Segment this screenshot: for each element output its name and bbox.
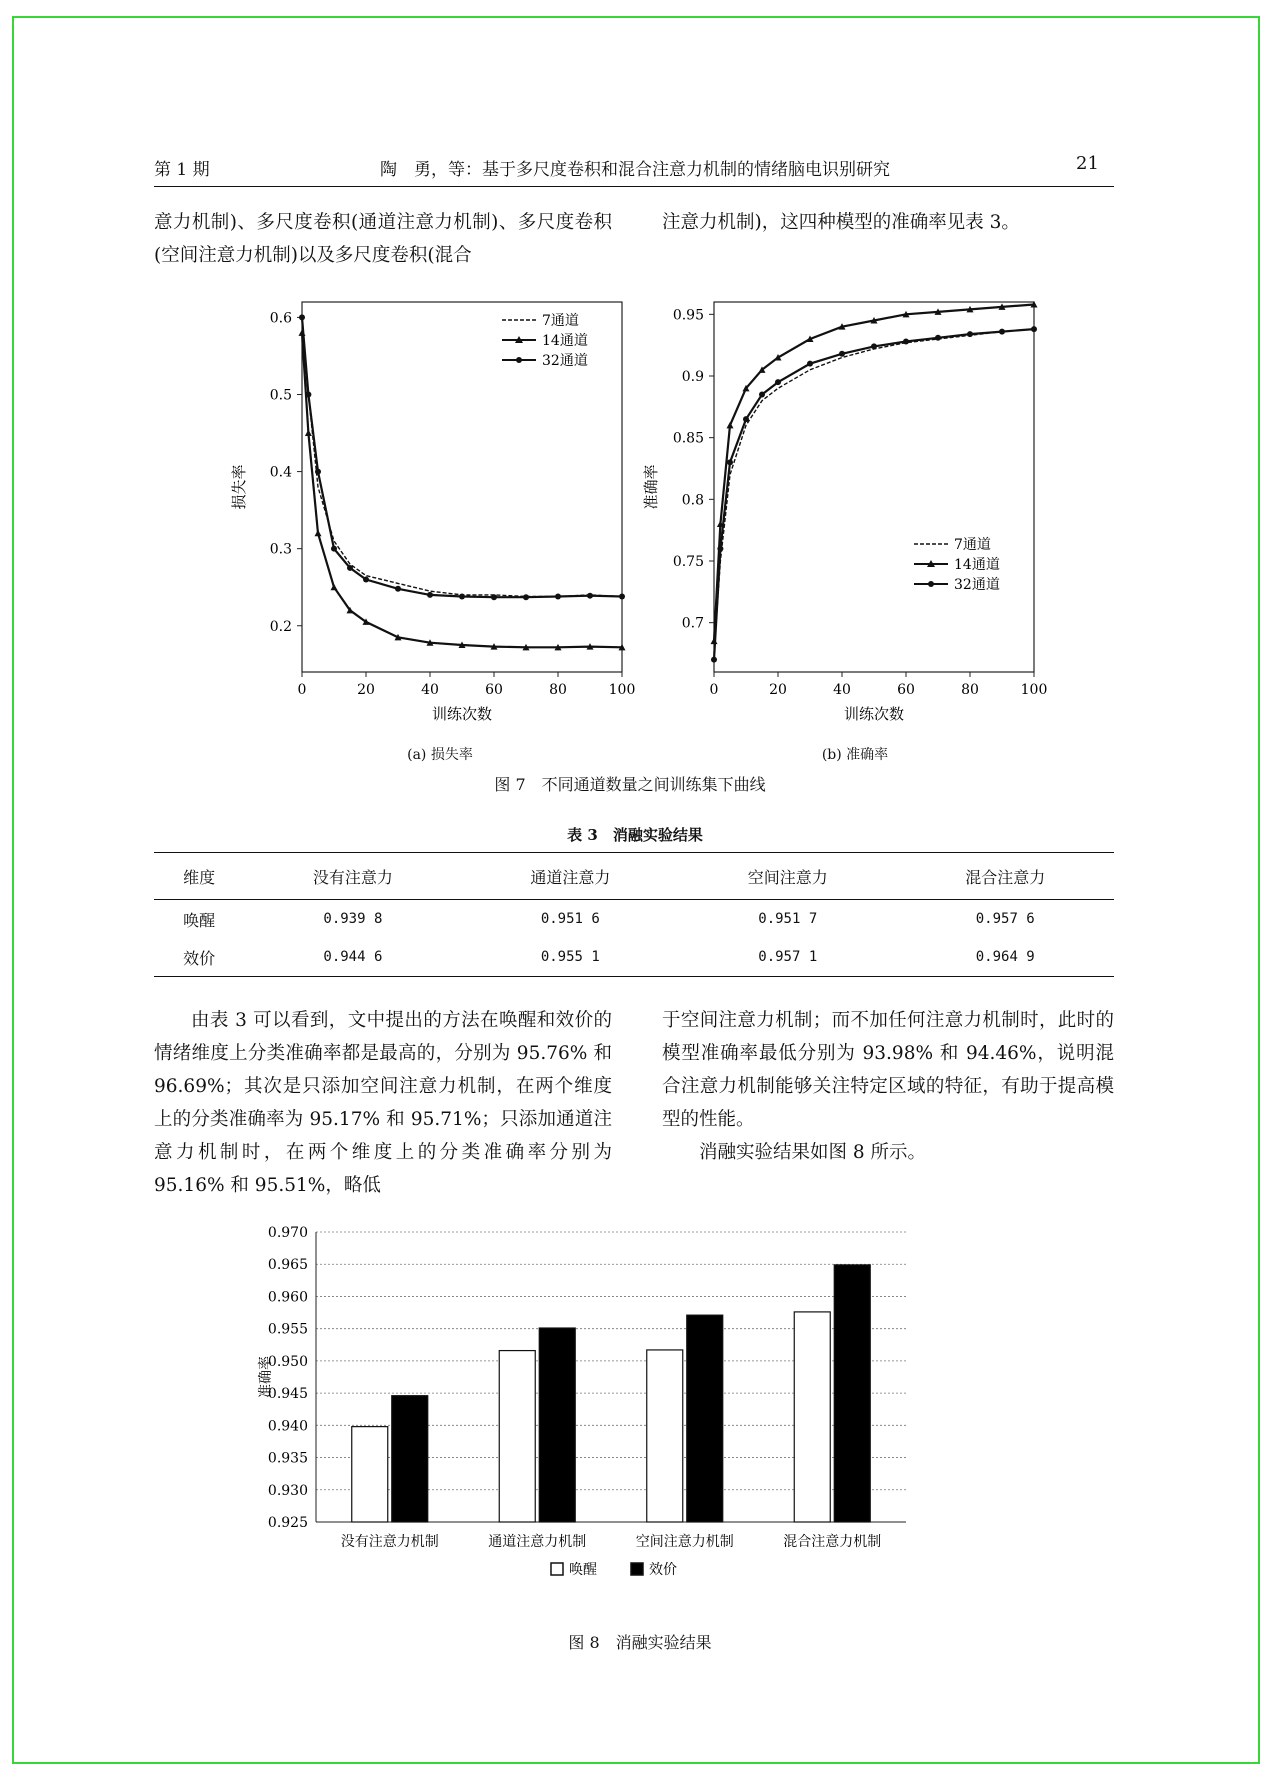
data-point xyxy=(967,331,973,337)
y-tick-label: 0.925 xyxy=(267,1515,308,1531)
table-cell: 0.951 6 xyxy=(540,911,600,927)
legend-swatch xyxy=(551,1563,563,1575)
y-tick-label: 0.940 xyxy=(267,1418,308,1435)
data-point xyxy=(775,379,781,385)
x-tick-label: 通道注意力机制 xyxy=(488,1534,587,1550)
table-header-row xyxy=(154,853,1114,900)
data-point xyxy=(363,577,369,583)
legend-marker xyxy=(928,581,934,587)
bar xyxy=(687,1315,723,1522)
body-text-right xyxy=(662,1004,1114,1169)
data-point xyxy=(807,361,813,367)
data-point xyxy=(839,351,845,357)
running-title: 陶 勇，等：基于多尺度卷积和混合注意力机制的情绪脑电识别研究 xyxy=(380,160,890,180)
y-tick-label: 0.970 xyxy=(267,1225,308,1241)
table-header: 混合注意力 xyxy=(897,853,1115,900)
page-number: 21 xyxy=(1076,153,1099,174)
y-tick-label: 0.9 xyxy=(681,369,704,385)
y-tick-label: 0.6 xyxy=(269,310,292,327)
y-axis-label: 准确率 xyxy=(258,1356,274,1398)
legend-label: 32通道 xyxy=(542,353,588,369)
y-tick-label: 0.95 xyxy=(672,307,704,324)
bar xyxy=(794,1312,830,1522)
legend-label: 唤醒 xyxy=(569,1562,597,1578)
data-point xyxy=(759,392,765,398)
x-tick-label: 80 xyxy=(961,682,979,698)
x-axis-label: 训练次数 xyxy=(843,705,905,723)
y-tick-label: 0.7 xyxy=(681,615,704,632)
y-axis-label: 损失率 xyxy=(230,464,248,510)
x-tick-label: 混合注意力机制 xyxy=(783,1534,882,1550)
legend-label: 32通道 xyxy=(954,577,1000,593)
table-header: 维度 xyxy=(154,853,244,900)
data-point xyxy=(935,335,941,341)
fig7a-label: (a) 损失率 xyxy=(407,747,473,763)
series-line xyxy=(714,329,1034,660)
bar xyxy=(392,1396,428,1522)
data-point xyxy=(331,584,338,591)
table-cell: 唤醒 xyxy=(183,910,216,930)
data-point xyxy=(555,593,561,599)
y-tick-label: 0.85 xyxy=(672,430,704,447)
x-tick-label: 40 xyxy=(421,682,439,698)
data-point xyxy=(299,314,305,320)
y-tick-label: 0.965 xyxy=(267,1257,308,1274)
y-tick-label: 0.4 xyxy=(269,464,292,481)
table-row xyxy=(154,938,1114,977)
data-point xyxy=(315,530,322,537)
x-tick-label: 空间注意力机制 xyxy=(635,1534,734,1550)
legend-label: 7通道 xyxy=(954,537,991,553)
header-rule xyxy=(154,186,1114,187)
table-cell: 0.944 6 xyxy=(244,938,461,977)
fig7b-label: (b) 准确率 xyxy=(821,747,889,763)
data-point xyxy=(743,416,749,422)
series-line xyxy=(302,341,622,597)
data-point xyxy=(711,657,717,663)
data-point xyxy=(347,565,353,571)
body-text-right-p2: 消融实验结果如图 8 所示。 xyxy=(699,1142,927,1163)
y-tick-label: 0.930 xyxy=(267,1482,308,1499)
table-cell: 0.955 1 xyxy=(462,938,679,977)
data-point xyxy=(871,343,877,349)
bar xyxy=(352,1427,388,1522)
table3 xyxy=(154,852,1114,977)
legend-label: 14通道 xyxy=(954,557,1000,573)
y-tick-label: 0.75 xyxy=(672,554,704,570)
table-cell: 0.957 6 xyxy=(975,911,1035,927)
x-tick-label: 20 xyxy=(357,682,375,698)
ablation-bar-chart xyxy=(250,1210,1030,1628)
series-line xyxy=(302,333,622,648)
legend-label: 7通道 xyxy=(542,313,579,329)
table-cell: 0.939 8 xyxy=(323,911,383,927)
table-header: 空间注意力 xyxy=(679,853,896,900)
legend-swatch xyxy=(631,1563,643,1575)
data-point xyxy=(305,392,311,398)
x-tick-label: 20 xyxy=(769,682,787,698)
issue-number: 第 1 期 xyxy=(154,160,210,180)
data-point xyxy=(427,592,433,598)
data-point xyxy=(999,329,1005,335)
top-text-right: 注意力机制)，这四种模型的准确率见表 3。 xyxy=(662,212,1020,233)
loss-chart xyxy=(220,288,640,728)
top-text-left: 意力机制)、多尺度卷积(通道注意力机制)、多尺度卷积(空间注意力机制)以及多尺度卷积(混合 xyxy=(154,212,612,266)
data-point xyxy=(727,459,733,465)
x-tick-label: 100 xyxy=(1020,682,1048,698)
x-tick-label: 80 xyxy=(549,682,567,698)
fig7-caption: 图 7 不同通道数量之间训练集下曲线 xyxy=(494,775,766,794)
accuracy-chart xyxy=(632,288,1052,728)
legend-marker xyxy=(516,357,522,363)
data-point xyxy=(903,338,909,344)
table-row xyxy=(154,900,1114,939)
y-tick-label: 0.935 xyxy=(267,1450,308,1467)
data-point xyxy=(305,430,312,437)
bar xyxy=(834,1265,870,1522)
table-cell: 0.957 1 xyxy=(679,938,896,977)
y-tick-label: 0.3 xyxy=(269,541,292,558)
y-tick-label: 0.8 xyxy=(681,492,704,509)
table-header: 通道注意力 xyxy=(462,853,679,900)
data-point xyxy=(1031,326,1037,332)
y-tick-label: 0.950 xyxy=(267,1353,308,1370)
y-axis-label: 准确率 xyxy=(642,464,660,510)
bar xyxy=(647,1350,683,1522)
data-point xyxy=(523,594,529,600)
legend-label: 14通道 xyxy=(542,333,588,349)
body-text-left: 由表 3 可以看到，文中提出的方法在唤醒和效价的情绪维度上分类准确率都是最高的，分别为 95.76% 和 96.69%；其次是只添加空间注意力机制，在两个维度上的分类准确率为 95.17% 和 95.71%；只添加通道注意力机制时，在两个维度上的分类准确率分别为 95.16% 和 95.51%，略低 xyxy=(154,1010,612,1196)
table-cell: 0.964 9 xyxy=(897,938,1115,977)
data-point xyxy=(619,593,625,599)
table-header: 没有注意力 xyxy=(244,853,461,900)
x-tick-label: 没有注意力机制 xyxy=(340,1534,439,1550)
body-text-right-p1: 于空间注意力机制；而不加任何注意力机制时，此时的模型准确率最低分别为 93.98% 和 94.46%，说明混合注意力机制能够关注特定区域的特征，有助于提高模型的性能。 xyxy=(662,1010,1114,1130)
y-tick-label: 0.5 xyxy=(269,387,292,404)
table3-title: 表 3 消融实验结果 xyxy=(567,826,703,844)
y-tick-label: 0.960 xyxy=(267,1289,308,1306)
bar xyxy=(539,1328,575,1522)
table-cell: 0.951 7 xyxy=(758,911,818,927)
data-point xyxy=(395,586,401,592)
x-tick-label: 60 xyxy=(897,682,915,698)
x-tick-label: 60 xyxy=(485,682,503,698)
y-tick-label: 0.945 xyxy=(267,1386,308,1403)
table-cell: 效价 xyxy=(154,938,244,977)
legend-label: 效价 xyxy=(649,1562,677,1578)
x-tick-label: 100 xyxy=(608,682,636,698)
data-point xyxy=(315,469,321,475)
series-line xyxy=(714,329,1034,653)
data-point xyxy=(587,593,593,599)
data-point xyxy=(727,422,734,429)
x-tick-label: 0 xyxy=(709,682,719,698)
data-point xyxy=(491,594,497,600)
y-tick-label: 0.2 xyxy=(269,618,292,635)
x-tick-label: 40 xyxy=(833,682,851,698)
x-axis-label: 训练次数 xyxy=(431,705,493,723)
bar xyxy=(499,1351,535,1522)
data-point xyxy=(331,546,337,552)
fig8-caption: 图 8 消融实验结果 xyxy=(568,1633,712,1652)
data-point xyxy=(459,593,465,599)
y-tick-label: 0.955 xyxy=(267,1321,308,1338)
x-tick-label: 0 xyxy=(297,682,307,698)
plot-frame xyxy=(714,302,1034,672)
data-point xyxy=(717,546,723,552)
